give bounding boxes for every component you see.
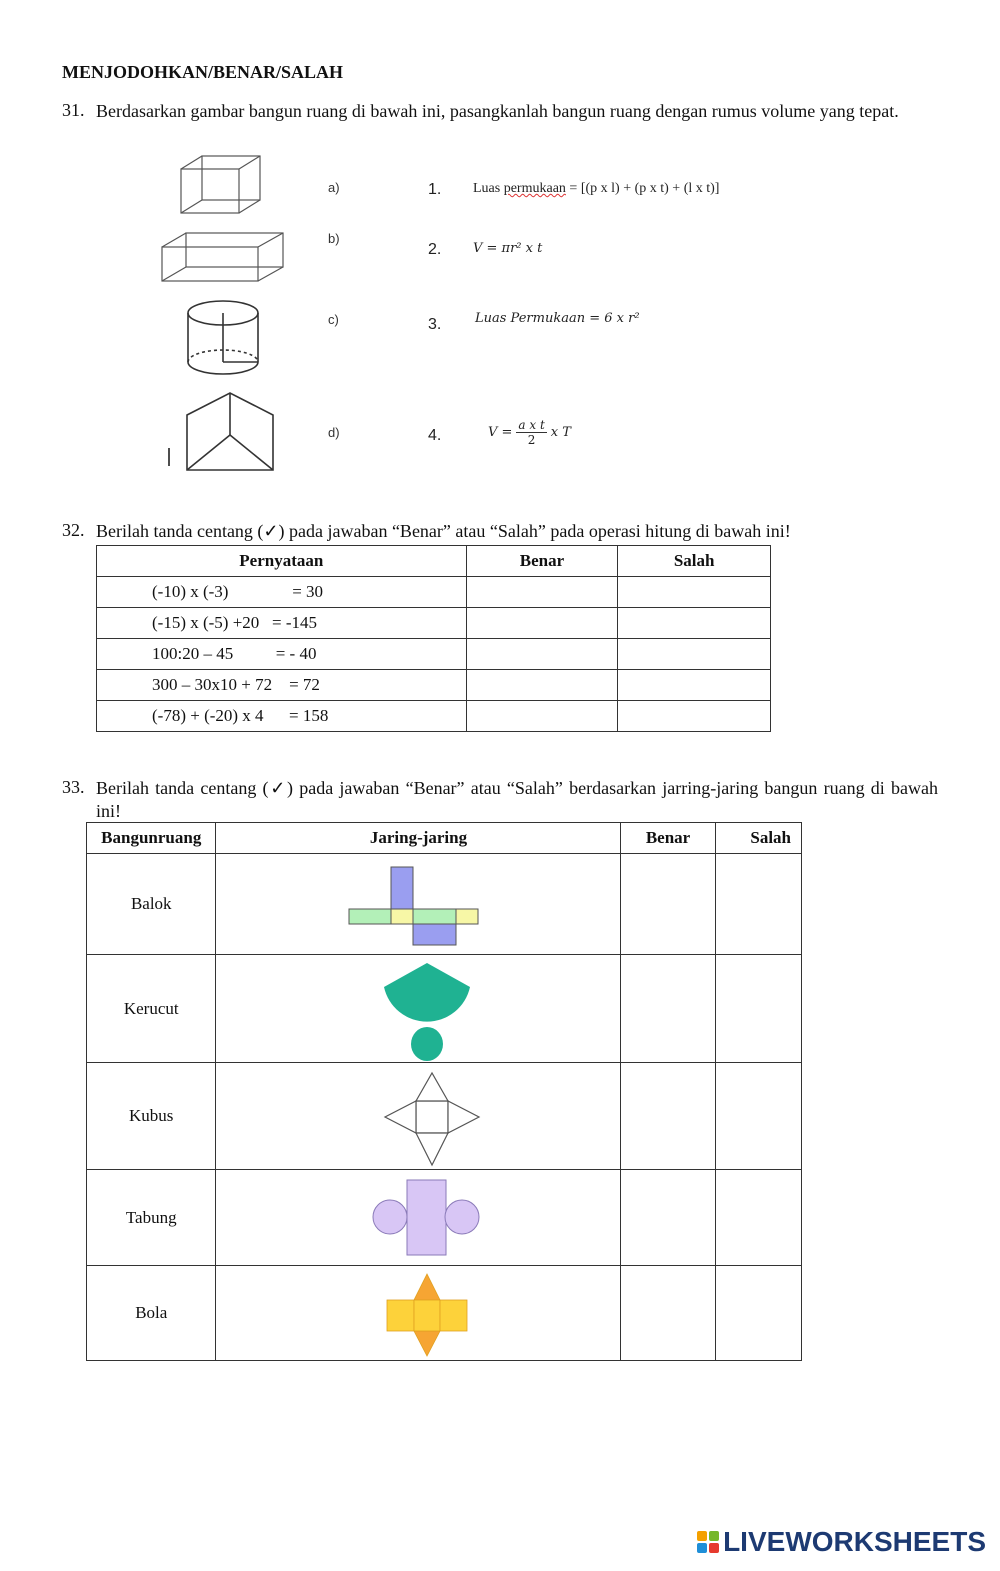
shape-name-cell: Kerucut <box>87 955 216 1063</box>
question-33-number: 33. <box>62 777 85 797</box>
formula-1: Luas permukaan = [(p x l) + (p x t) + (l x t)] <box>473 181 720 196</box>
table-row <box>97 577 771 608</box>
statement-cell: (-78) + (-20) x 4 = 158 <box>97 701 467 732</box>
salah-cell[interactable] <box>715 1266 801 1361</box>
net-cell <box>216 955 621 1063</box>
benar-cell[interactable] <box>466 670 618 701</box>
cuboid-net-icon <box>216 857 620 952</box>
table-row <box>97 670 771 701</box>
solid-shapes-figure <box>150 150 300 480</box>
formula-4-number: 4. <box>428 427 442 444</box>
cylinder-net-icon <box>216 1172 620 1264</box>
option-a-label: a) <box>328 180 340 195</box>
shape-name-cell: Tabung <box>87 1170 216 1266</box>
salah-cell[interactable] <box>618 577 771 608</box>
worksheet-title: MENJODOHKAN/BENAR/SALAH <box>62 62 344 82</box>
salah-cell[interactable] <box>618 639 771 670</box>
salah-cell[interactable] <box>715 1170 801 1266</box>
cylinder-icon <box>188 301 258 374</box>
benar-cell[interactable] <box>621 1170 715 1266</box>
header-benar: Benar <box>466 546 618 577</box>
net-table <box>86 822 802 1361</box>
salah-cell[interactable] <box>715 955 801 1063</box>
pyramid-net-icon <box>216 1065 620 1168</box>
net-cell <box>216 1170 621 1266</box>
table-row <box>87 1266 802 1361</box>
statement-cell: 300 – 30x10 + 72 = 72 <box>97 670 467 701</box>
prism-icon <box>187 393 273 470</box>
liveworksheets-logo <box>697 1526 986 1558</box>
benar-cell[interactable] <box>466 639 618 670</box>
prism-net-icon <box>216 1268 620 1359</box>
benar-cell[interactable] <box>466 701 618 732</box>
formula-4: V = $\frac{\text{a x t}}{2}$ x T <box>488 418 571 447</box>
question-32-number: 32. <box>62 520 85 540</box>
salah-cell[interactable] <box>618 701 771 732</box>
net-cell <box>216 1266 621 1361</box>
statement-cell: (-15) x (-5) +20 = -145 <box>97 608 467 639</box>
cube-icon <box>181 156 260 213</box>
cone-net-icon <box>216 957 620 1061</box>
brand-name: LIVEWORKSHEETS <box>723 1526 986 1557</box>
benar-cell[interactable] <box>621 955 715 1063</box>
benar-cell[interactable] <box>621 1063 715 1170</box>
formula-2-number: 2. <box>428 241 442 258</box>
question-32-text: Berilah tanda centang (✓) pada jawaban “Benar” atau “Salah” pada operasi hitung di bawah ini! <box>96 521 791 541</box>
header-salah: Salah <box>715 823 801 854</box>
table-row <box>87 854 802 955</box>
formula-2: V = πr² x t <box>473 241 543 256</box>
benar-cell[interactable] <box>621 854 715 955</box>
benar-cell[interactable] <box>621 1266 715 1361</box>
logo-grid-icon <box>697 1531 719 1553</box>
salah-cell[interactable] <box>618 670 771 701</box>
formula-1-number: 1. <box>428 181 442 198</box>
table-row <box>97 608 771 639</box>
shape-name-cell: Balok <box>87 854 216 955</box>
question-31-number: 31. <box>62 100 85 120</box>
benar-cell[interactable] <box>466 608 618 639</box>
net-cell <box>216 1063 621 1170</box>
table-row <box>87 955 802 1063</box>
net-cell <box>216 854 621 955</box>
cuboid-icon <box>162 233 283 281</box>
statement-cell: 100:20 – 45 = - 40 <box>97 639 467 670</box>
header-jaring: Jaring-jaring <box>216 823 621 854</box>
salah-cell[interactable] <box>715 854 801 955</box>
shape-name-cell: Bola <box>87 1266 216 1361</box>
statement-table <box>96 545 771 732</box>
shape-name-cell: Kubus <box>87 1063 216 1170</box>
table-header-row <box>97 546 771 577</box>
question-31-text: Berdasarkan gambar bangun ruang di bawah ini, pasangkanlah bangun ruang dengan rumus volume yang tepat. <box>96 101 899 121</box>
header-pernyataan: Pernyataan <box>97 546 467 577</box>
table-row <box>87 1170 802 1266</box>
salah-cell[interactable] <box>715 1063 801 1170</box>
table-row <box>87 1063 802 1170</box>
header-benar: Benar <box>621 823 715 854</box>
option-c-label: c) <box>328 312 339 327</box>
table-header-row <box>87 823 802 854</box>
header-bangunruang: Bangunruang <box>87 823 216 854</box>
formula-3: Luas Permukaan = 6 x r² <box>475 311 640 326</box>
salah-cell[interactable] <box>618 608 771 639</box>
benar-cell[interactable] <box>466 577 618 608</box>
statement-cell: (-10) x (-3) = 30 <box>97 577 467 608</box>
table-row <box>97 701 771 732</box>
formula-3-number: 3. <box>428 316 442 333</box>
option-b-label: b) <box>328 231 340 246</box>
table-row <box>97 639 771 670</box>
option-d-label: d) <box>328 425 340 440</box>
question-33-text: Berilah tanda centang (✓) pada jawaban “Benar” atau “Salah” berdasarkan jarring-jaring bangun ruang di bawah ini! <box>96 778 938 821</box>
header-salah: Salah <box>618 546 771 577</box>
